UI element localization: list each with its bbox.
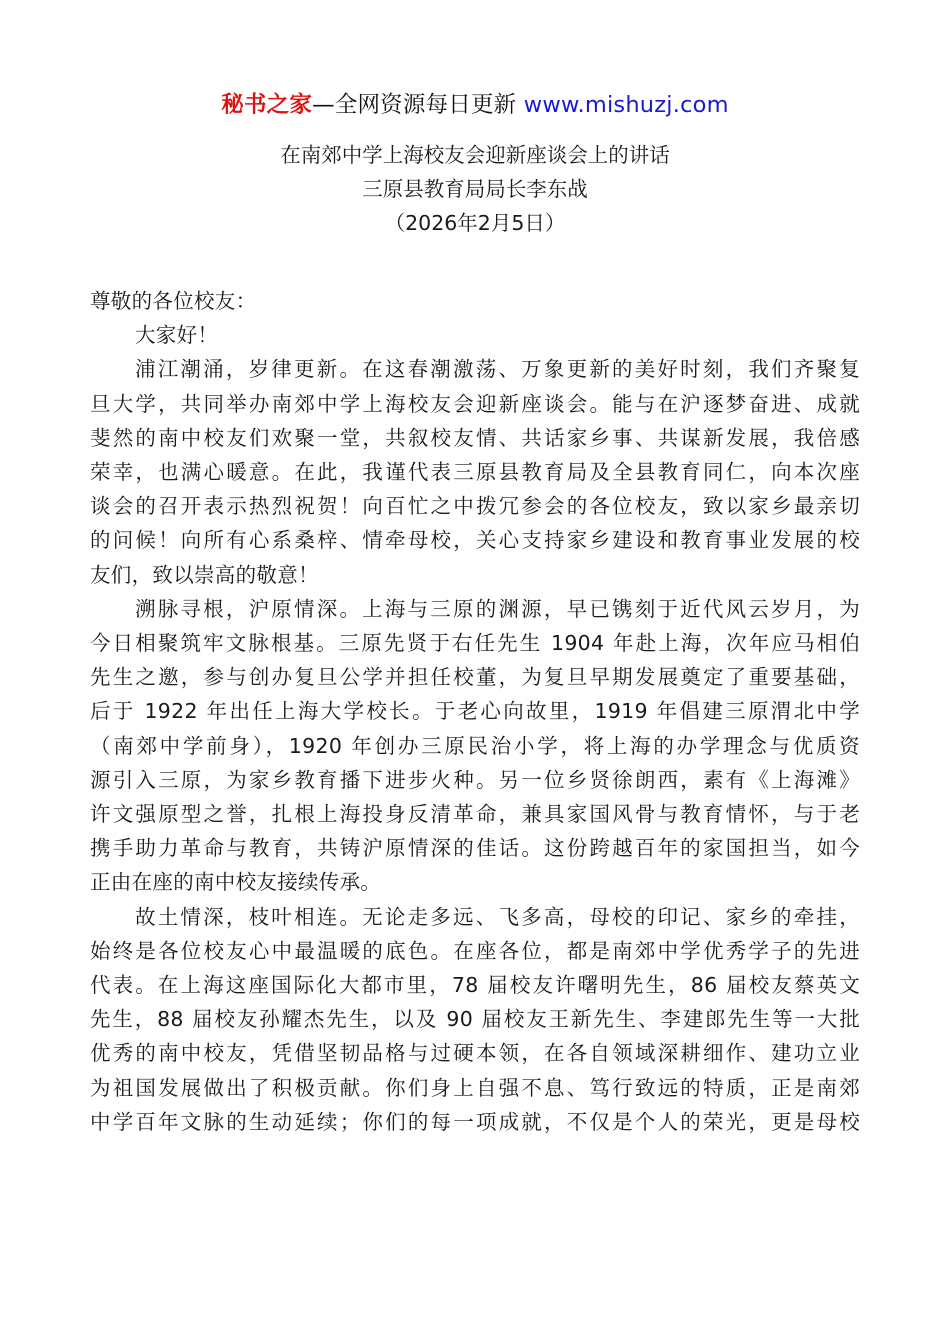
brand-name: 秘书之家	[221, 92, 313, 118]
text-line: 中学百年文脉的生动延续；你们的每一项成就，不仅是个人的荣光，更是母校	[90, 1109, 860, 1134]
text-line: 故土情深，枝叶相连。无论走多远、飞多高，母校的印记、家乡的牵挂，	[135, 904, 860, 929]
greeting: 大家好！	[135, 323, 219, 348]
text-line: 今日相聚筑牢文脉根基。三原先贤于右任先生 1904 年赴上海，次年应马相伯	[90, 631, 860, 656]
text-line: 后于 1922 年出任上海大学校长。于老心向故里，1919 年倡建三原渭北中学	[90, 699, 860, 724]
paragraph-3	[90, 900, 860, 1139]
text-line: 先生之邀，参与创办复旦公学并担任校董，为复旦早期发展奠定了重要基础，	[90, 665, 860, 690]
text-line: 为祖国发展做出了积极贡献。你们身上自强不息、笃行致远的特质，正是南郊	[90, 1075, 860, 1100]
site-url-link[interactable]: www.mishuzj.com	[523, 92, 729, 118]
text-line: 友们，致以崇高的敬意！	[90, 562, 319, 587]
text-line: 先生，88 届校友孙耀杰先生，以及 90 届校友王新先生、李建郎先生等一大批	[90, 1007, 860, 1032]
text-line: 携手助力革命与教育，共铸沪原情深的佳话。这份跨越百年的家国担当，如今	[90, 836, 860, 861]
text-line: 溯脉寻根，沪原情深。上海与三原的渊源，早已镌刻于近代风云岁月，为	[135, 596, 860, 621]
text-line: 谈会的召开表示热烈祝贺！向百忙之中拨冗参会的各位校友，致以家乡最亲切	[90, 494, 860, 519]
paragraph-1	[90, 352, 860, 591]
text-line: 旦大学，共同举办南郊中学上海校友会迎新座谈会。能与在沪逐梦奋进、成就	[90, 391, 860, 416]
text-line: 代表。在上海这座国际化大都市里，78 届校友许曙明先生，86 届校友蔡英文	[90, 973, 860, 998]
text-line: 始终是各位校友心中最温暖的底色。在座各位，都是南郊中学优秀学子的先进	[90, 938, 860, 963]
text-line: 斐然的南中校友们欢聚一堂，共叙校友情、共话家乡事、共谋新发展，我倍感	[90, 425, 860, 450]
document-title: 在南郊中学上海校友会迎新座谈会上的讲话	[280, 143, 670, 167]
salutation: 尊敬的各位校友：	[90, 289, 257, 313]
text-line: （南郊中学前身），1920 年创办三原民治小学，将上海的办学理念与优质资	[90, 733, 860, 758]
text-line: 许文强原型之誉，扎根上海投身反清革命，兼具家国风骨与教育情怀，与于老	[90, 802, 860, 827]
text-line: 浦江潮涌，岁律更新。在这春潮激荡、万象更新的美好时刻，我们齐聚复	[135, 357, 860, 382]
text-line: 荣幸，也满心暖意。在此，我谨代表三原县教育局及全县教育同仁，向本次座	[90, 460, 860, 485]
site-banner	[0, 88, 950, 122]
banner-tagline: —全网资源每日更新	[312, 92, 517, 118]
date-line: （2026年2月5日）	[384, 211, 566, 235]
document-body	[90, 284, 860, 1139]
paragraph-2	[90, 592, 860, 900]
text-line: 正由在座的南中校友接续传承。	[90, 870, 382, 895]
speaker-line: 三原县教育局局长李东战	[362, 177, 588, 201]
text-line: 的问候！向所有心系桑梓、情牵母校，关心支持家乡建设和教育事业发展的校	[90, 528, 860, 553]
text-line: 源引入三原，为家乡教育播下进步火种。另一位乡贤徐朗西，素有《上海滩》	[90, 767, 860, 792]
text-line: 优秀的南中校友，凭借坚韧品格与过硬本领，在各自领域深耕细作、建功立业	[90, 1041, 860, 1066]
title-block	[0, 138, 950, 240]
